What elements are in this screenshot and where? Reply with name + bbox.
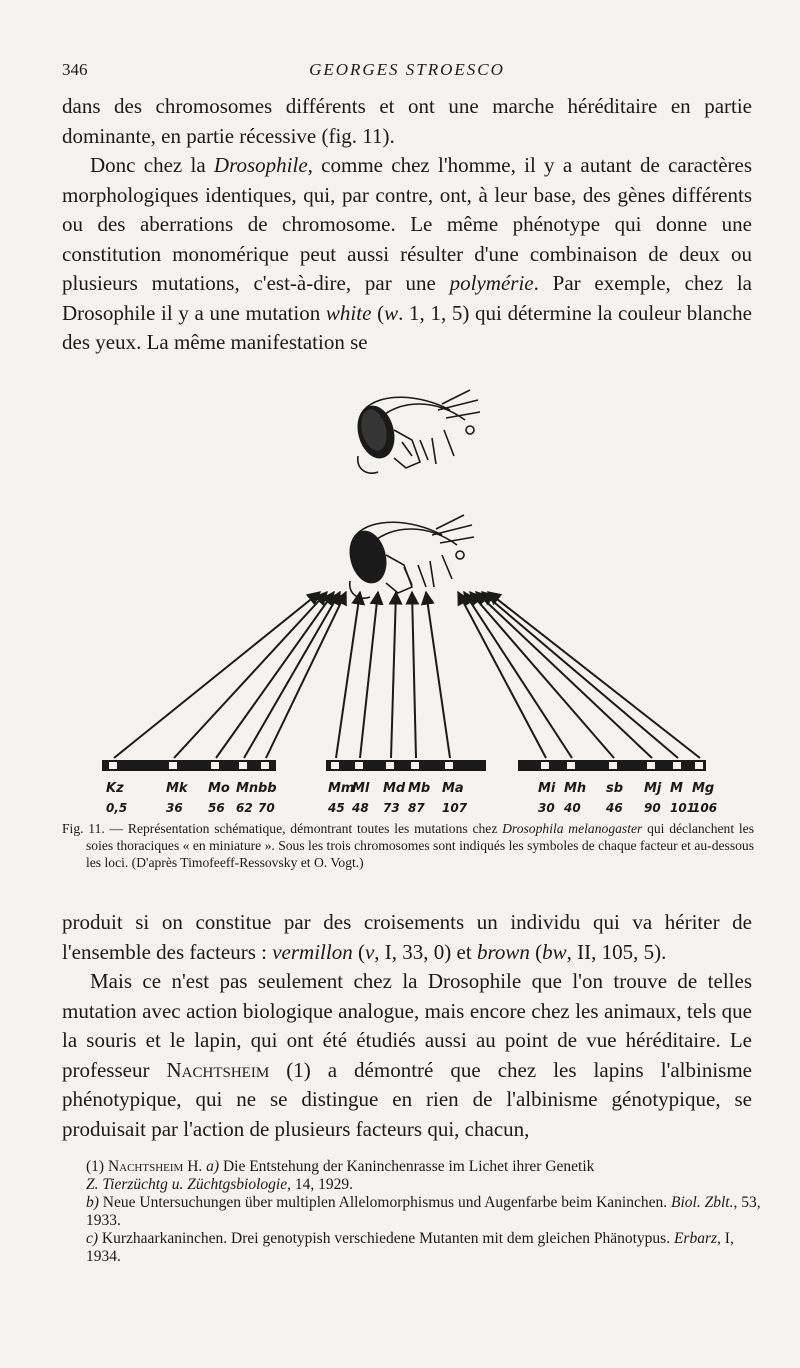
gene-locus: 36	[166, 801, 183, 815]
gene-mark	[169, 762, 177, 769]
gene-locus: 40	[564, 801, 581, 815]
gene-symbol: sb	[606, 781, 624, 796]
mutation-arrow	[114, 592, 320, 758]
chromosome-1	[102, 760, 276, 771]
gene-locus: 70	[258, 801, 275, 815]
gene-symbol: Kz	[106, 781, 124, 796]
gene-locus: 48	[352, 801, 369, 815]
gene-symbol: Mh	[564, 781, 587, 796]
gene-locus: 107	[442, 801, 468, 815]
footnote-1b: b) Neue Untersuchungen über multiplen Allelomorphismus und Augenfarbe beim Kaninchen. Biol. Zblt., 53, 1933.	[86, 1194, 761, 1229]
gene-mark	[211, 762, 219, 769]
mutation-arrow	[482, 592, 678, 758]
mutation-arrow	[426, 592, 450, 758]
gene-mark	[673, 762, 681, 769]
gene-mark	[541, 762, 549, 769]
gene-locus: 62	[236, 801, 253, 815]
gene-locus: 45	[328, 801, 345, 815]
chromosome-bars	[102, 760, 706, 771]
mutation-arrow	[464, 592, 572, 758]
mutation-arrow	[244, 592, 340, 758]
gene-mark	[567, 762, 575, 769]
gene-symbol: Ma	[442, 781, 464, 796]
gene-symbol: Mi	[538, 781, 556, 796]
figure-11-diagram	[60, 360, 760, 820]
figure-caption: Fig. 11. — Représentation schématique, démontrant toutes les mutations chez Drosophila melanogaster qui déclanchent les soies thoraciques « en miniature ». Sous les trois chromosomes sont indiqués les symboles de chaque facteur et au-dessous les loci. (D'après Timofeeff-Ressovsky et O. Vogt.)	[62, 821, 754, 870]
gene-symbol: M	[670, 781, 683, 796]
gene-mark	[239, 762, 247, 769]
paragraph-2: Donc chez la Drosophile, comme chez l'homme, il y a autant de caractères morphologiques identiques, qui, par contre, ont, à leur base, des gènes différents ou des aberrations de chromosome. Le même phénotype qui donne une constitution monomérique peut aussi résulter d'une combinaison de deux ou plusieurs mutations, c'est-à-dire, par une polymérie. Par exemple, chez la Drosophile il y a une mutation white (w. 1, 1, 5) qui détermine la couleur blanche des yeux. La même manifestation se	[62, 153, 753, 354]
gene-mark	[695, 762, 703, 769]
paragraph-3: produit si on constitue par des croisements un individu qui va hériter de l'ensemble des facteurs : vermillon (v, I, 33, 0) et brown (bw, II, 105, 5).	[62, 910, 752, 964]
mutation-arrow	[488, 592, 700, 758]
mutation-arrow	[216, 592, 334, 758]
gene-mark	[261, 762, 269, 769]
gene-locus: 46	[606, 801, 623, 815]
footnote-1: (1) Nachtsheim H. a) Die Entstehung der Kaninchenrasse im Lichet ihrer Genetik Z. Tierzüchtg u. Züchtgsbiologie, 14, 1929.	[86, 1158, 595, 1193]
gene-symbol: bb	[258, 781, 277, 796]
mutation-arrow	[266, 592, 346, 758]
body-text-bottom	[62, 908, 752, 1144]
gene-mark	[386, 762, 394, 769]
chromosome-2	[326, 760, 486, 771]
footnote-1c: c) Kurzhaarkaninchen. Drei genotypish verschiedene Mutanten mit dem gleichen Phänotypus. Erbarz, I, 1934.	[86, 1230, 734, 1265]
gene-symbol: Mo	[208, 781, 230, 796]
gene-symbol: Mn	[236, 781, 259, 796]
mutation-arrow	[336, 592, 360, 758]
fly-head-lower	[345, 515, 474, 598]
page-number: 346	[62, 60, 88, 79]
footnotes	[62, 1158, 762, 1266]
gene-mark	[411, 762, 419, 769]
gene-symbol: Ml	[352, 781, 370, 796]
gene-symbol: Mj	[644, 781, 662, 796]
gene-mark	[445, 762, 453, 769]
gene-mark	[109, 762, 117, 769]
gene-locus: 73	[383, 801, 400, 815]
gene-symbol: Mg	[692, 781, 715, 796]
gene-locus: 30	[538, 801, 555, 815]
mutation-arrow	[360, 592, 378, 758]
figure-11	[60, 360, 760, 820]
paragraph-4: Mais ce n'est pas seulement chez la Drosophile que l'on trouve de telles mutation avec action biologique analogue, mais encore chez les animaux, tels que la souris et le lapin, qui ont été étudiés aussi au point de vue héréditaire. Le professeur Nachtsheim (1) a démontré que chez les lapins l'albinisme phénotypique, qui ne se distingue en rien de l'albinisme génotypique, se produisait par l'action de plusieurs facteurs qui, chacun,	[62, 969, 753, 1141]
gene-mark	[647, 762, 655, 769]
body-text-top	[62, 92, 752, 358]
fly-head-upper	[353, 390, 480, 473]
gene-locus: 106	[692, 801, 718, 815]
gene-locus: 90	[644, 801, 661, 815]
gene-labels	[106, 781, 717, 815]
gene-locus: 0,5	[106, 801, 128, 815]
mutation-arrow	[391, 592, 396, 758]
gene-mark	[355, 762, 363, 769]
gene-symbol: Mm	[328, 781, 355, 796]
mutation-arrow	[412, 592, 416, 758]
running-head: GEORGES STROESCO	[309, 60, 505, 79]
gene-locus: 87	[408, 801, 425, 815]
gene-symbol: Md	[383, 781, 406, 796]
page-header	[62, 60, 752, 86]
paragraph-1: dans des chromosomes différents et ont une marche héréditaire en partie dominante, en partie récessive (fig. 11).	[62, 94, 752, 148]
gene-locus: 101	[670, 801, 696, 815]
mutation-arrow	[174, 592, 327, 758]
mutation-arrows	[114, 592, 700, 758]
gene-symbol: Mk	[166, 781, 188, 796]
gene-mark	[609, 762, 617, 769]
gene-symbol: Mb	[408, 781, 431, 796]
gene-mark	[331, 762, 339, 769]
gene-locus: 56	[208, 801, 225, 815]
